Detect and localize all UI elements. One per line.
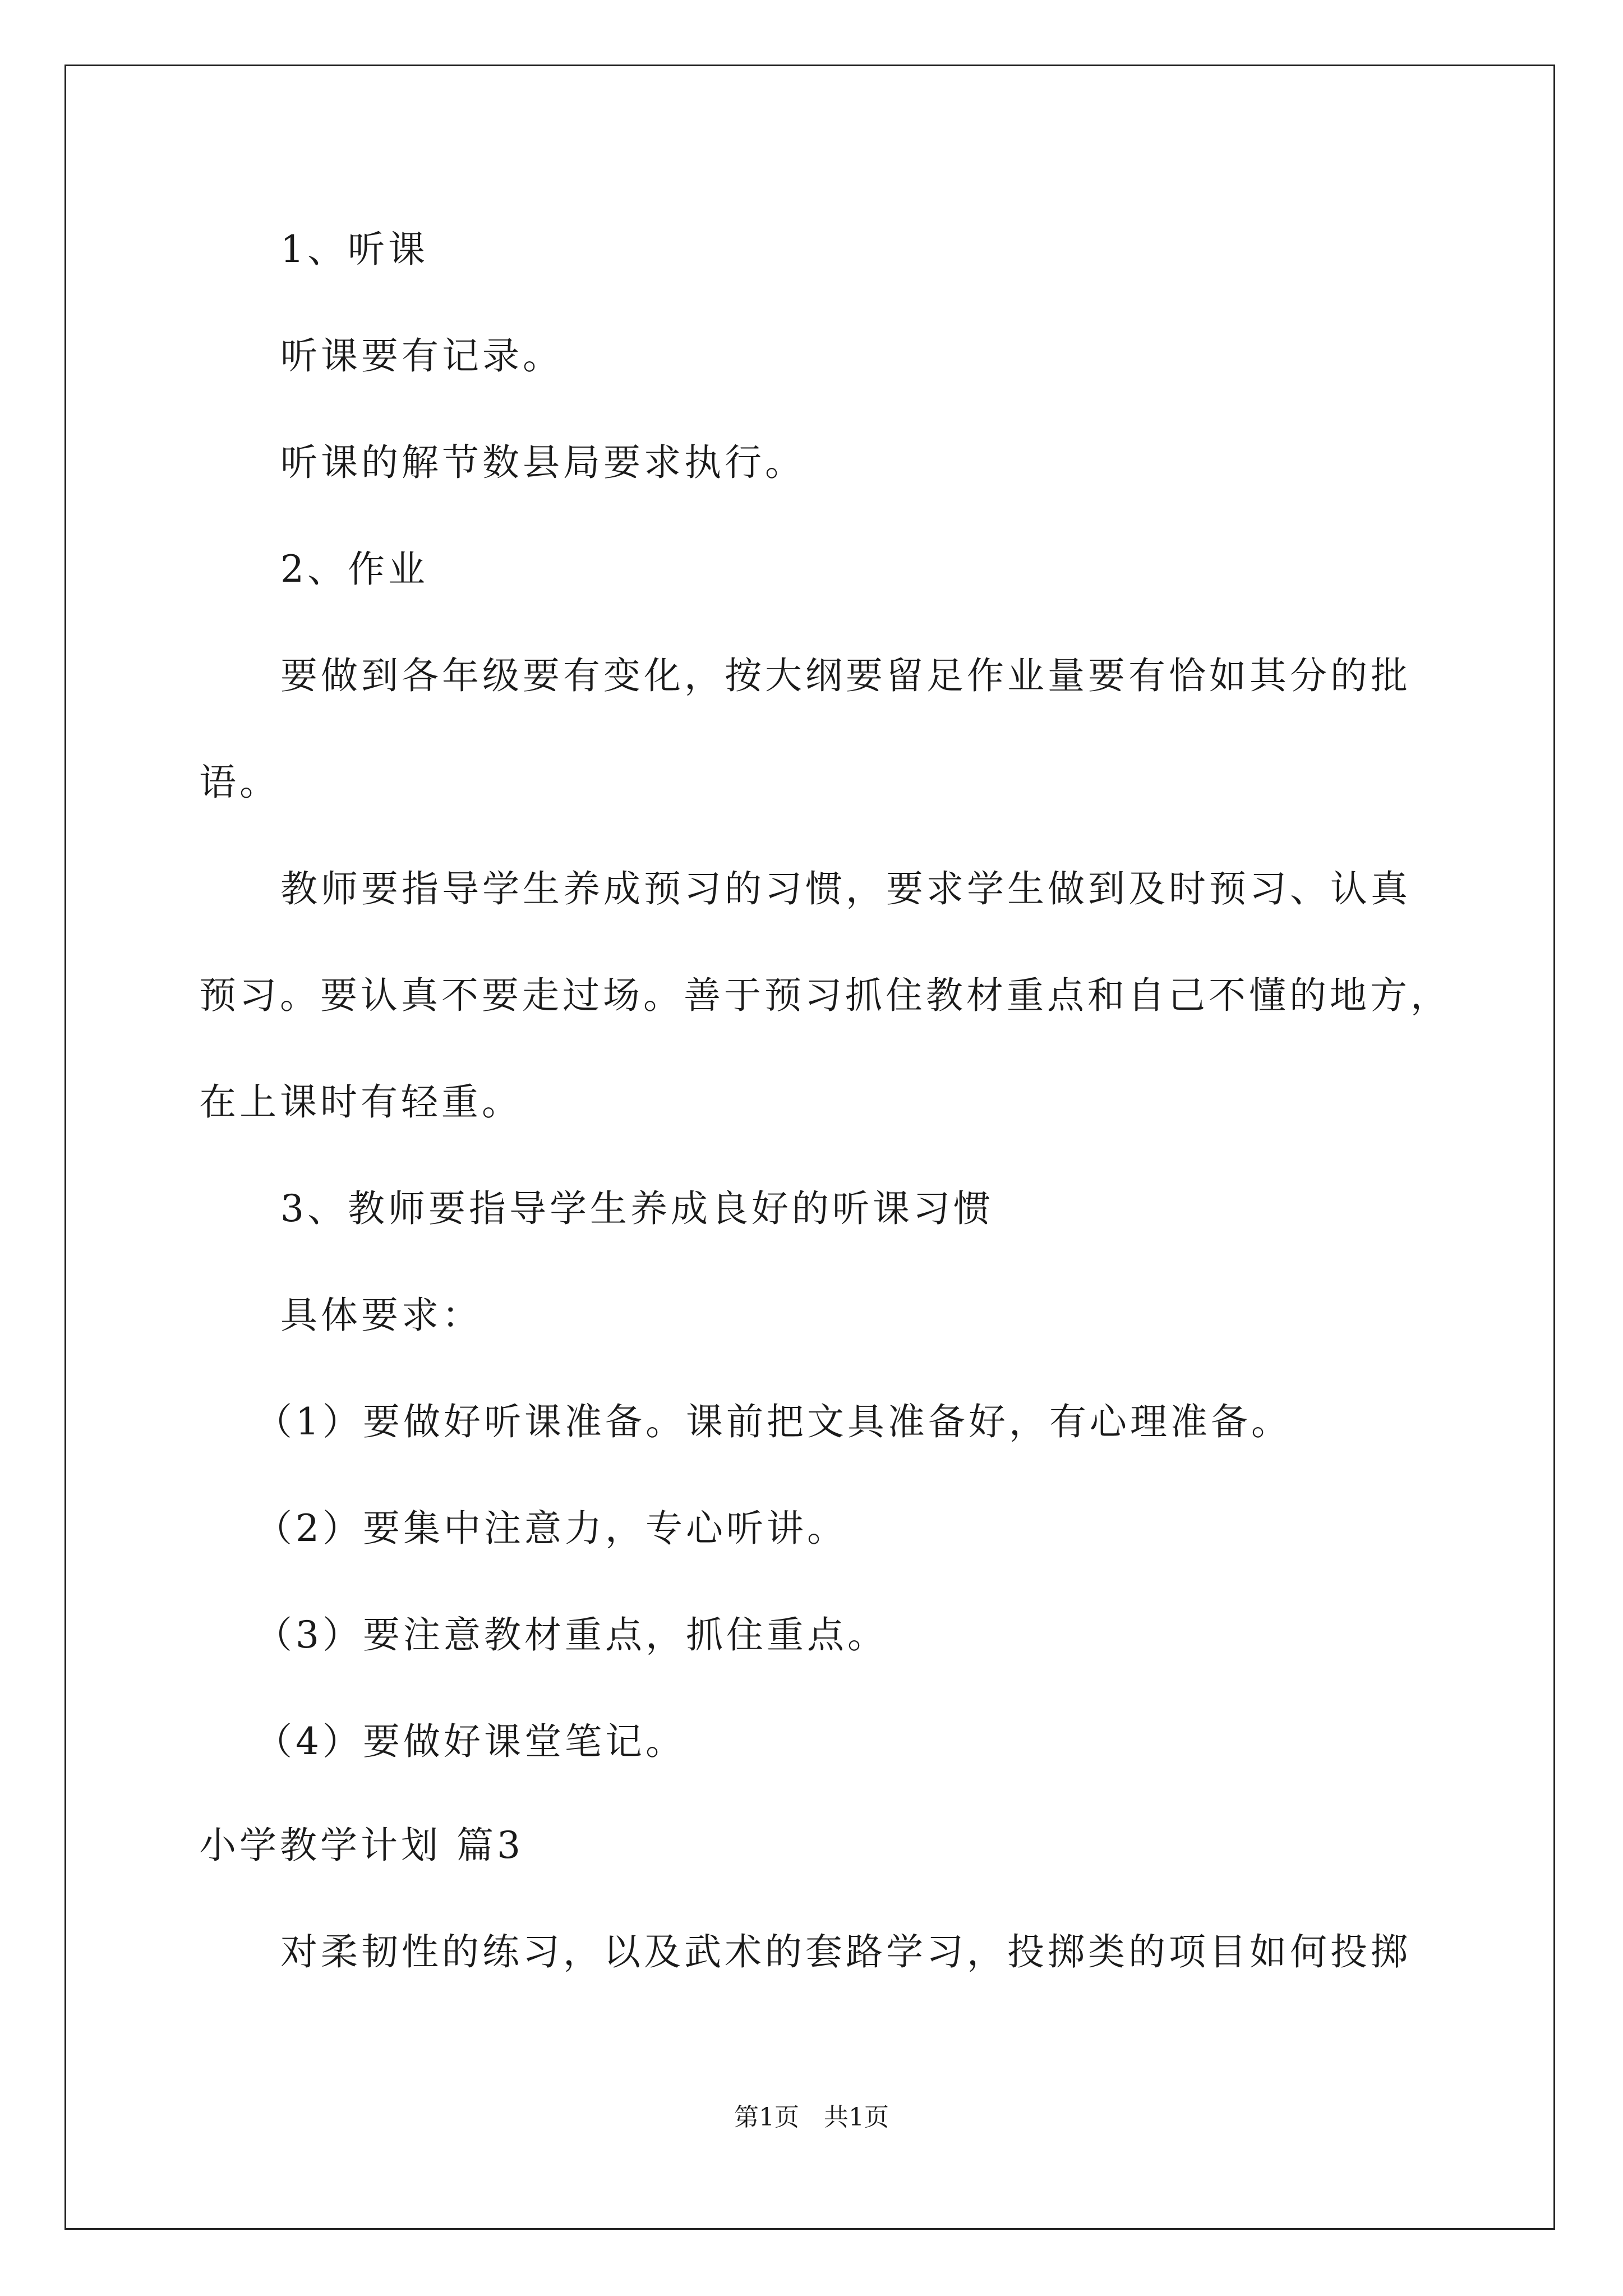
paragraph: 对柔韧性的练习，以及武术的套路学习，投掷类的项目如何投掷 (280, 1930, 1411, 1973)
paragraph: 要做到各年级要有变化，按大纲要留足作业量要有恰如其分的批 (280, 654, 1411, 697)
paragraph: 听课的解节数县局要求执行。 (280, 441, 805, 484)
list-item: （3）要注意教材重点，抓住重点。 (255, 1613, 888, 1657)
paragraph-continuation: 在上课时有轻重。 (199, 1080, 522, 1124)
list-item: （2）要集中注意力，专心听讲。 (255, 1507, 847, 1550)
paragraph: 具体要求： (280, 1294, 482, 1337)
section-heading-homework: 2、作业 (280, 547, 428, 591)
page-number-footer: 第1页 共1页 (734, 2103, 889, 2132)
paragraph: 听课要有记录。 (280, 334, 563, 378)
paragraph-continuation: 语。 (199, 761, 280, 804)
list-item: （4）要做好课堂笔记。 (255, 1720, 686, 1763)
document-subtitle: 小学教学计划 篇3 (199, 1824, 524, 1867)
section-heading-listening: 1、听课 (280, 228, 428, 271)
page-border (64, 65, 1555, 2230)
list-item: （1）要做好听课准备。课前把文具准备好，有心理准备。 (255, 1400, 1292, 1443)
section-heading-habits: 3、教师要指导学生养成良好的听课习惯 (280, 1187, 994, 1230)
paragraph-continuation: 预习。要认真不要走过场。善于预习抓住教材重点和自己不懂的地方， (199, 974, 1451, 1017)
paragraph: 教师要指导学生养成预习的习惯，要求学生做到及时预习、认真 (280, 867, 1411, 910)
